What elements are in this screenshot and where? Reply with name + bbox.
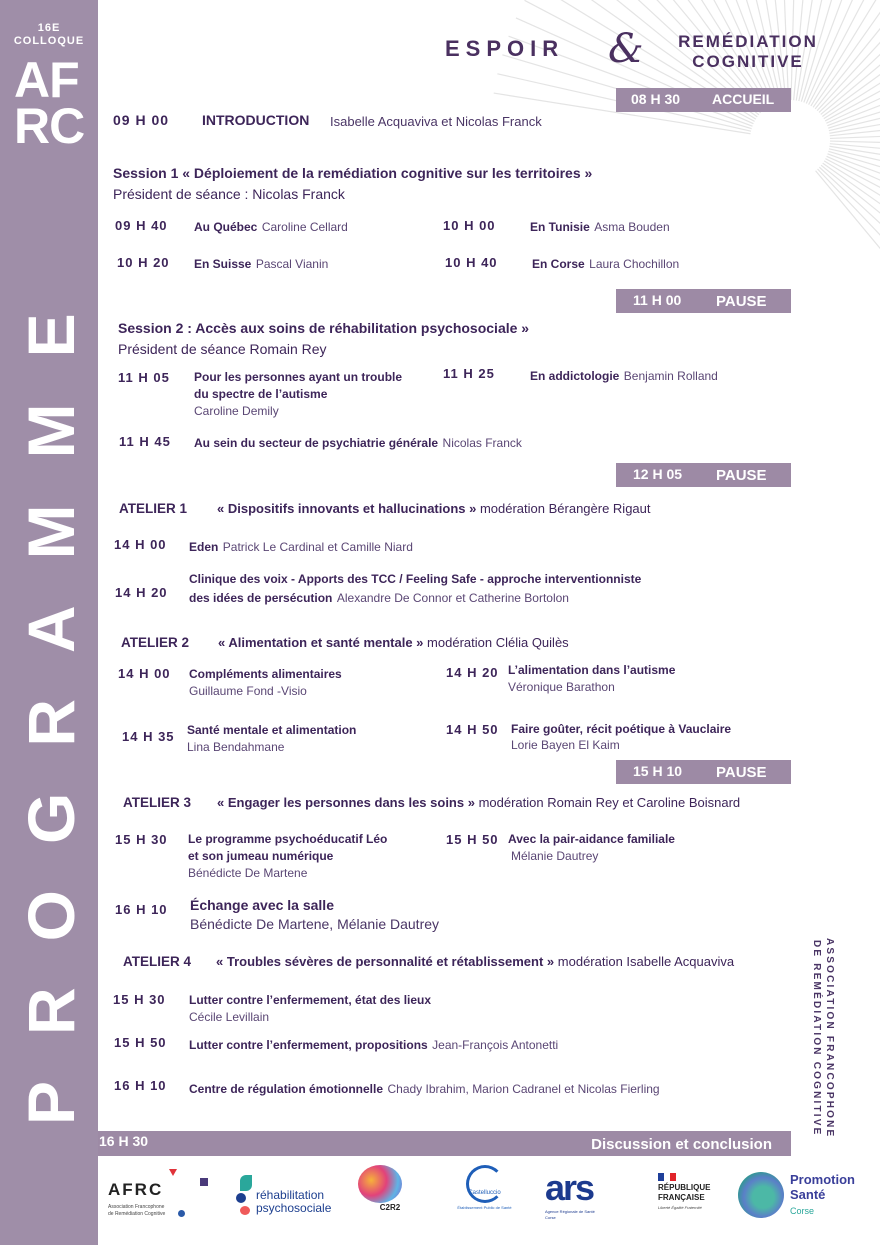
session1-president: Président de séance : Nicolas Franck: [113, 186, 345, 202]
item-time: 15 H 30: [115, 832, 168, 847]
item: [194, 434, 522, 452]
promotion-sante-text: Promotion Santé Corse: [790, 1171, 855, 1216]
intro-speaker: Isabelle Acquaviva et Nicolas Franck: [330, 114, 542, 129]
pause-label: PAUSE: [716, 293, 767, 310]
programme-vertical-title: PROGRAMME: [14, 267, 88, 1125]
item: [189, 589, 569, 607]
ars-logo-subtitle: Agence Régionale de Santé Corse: [545, 1208, 595, 1220]
colloque: COLLOQUE: [13, 35, 85, 47]
republique-francaise-text: RÉPUBLIQUE FRANÇAISE: [658, 1183, 711, 1202]
session2-president: Président de séance Romain Rey: [118, 341, 327, 357]
title-espoir: ESPOIR: [445, 36, 565, 61]
atelier2-heading: [218, 635, 569, 650]
pause-bar: [616, 760, 791, 784]
item-time: 14 H 20: [446, 665, 499, 680]
item: [530, 218, 670, 236]
title-ampersand: &: [608, 26, 644, 72]
item-speaker: Alexandre De Connor et Catherine Bortolon: [336, 591, 569, 605]
item-title: Échange avec la salle: [190, 897, 334, 913]
item-time: 11 H 05: [118, 370, 170, 385]
item-time: 16 H 10: [114, 1078, 167, 1093]
pause-bar: [616, 289, 791, 313]
item: [530, 367, 718, 385]
item-speaker: Caroline Cellard: [261, 220, 348, 234]
castelluccio-logo: [452, 1165, 517, 1225]
sunburst-ray: [824, 161, 880, 297]
association-vertical-text: [810, 938, 836, 1138]
atelier2-label: ATELIER 2: [121, 635, 190, 650]
item: [532, 255, 679, 273]
atelier-moderation: modération Isabelle Acquaviva: [557, 954, 735, 969]
item-time: 14 H 35: [122, 729, 175, 744]
atelier-theme: « Alimentation et santé mentale »: [218, 635, 424, 650]
ars-logo: [545, 1165, 633, 1225]
item-speaker: Bénédicte De Martene: [188, 866, 308, 880]
item-speaker: Chady Ibrahim, Marion Cadranel et Nicolas Fierling: [387, 1082, 660, 1096]
atelier-theme: « Troubles sévères de personnalité et rétablissement »: [216, 954, 555, 969]
accueil-time: 08 H 30: [631, 91, 681, 107]
item: [189, 538, 413, 556]
ars-logo-text: ars: [545, 1166, 594, 1208]
item-title: Eden: [189, 540, 219, 554]
item-time: 15 H 30: [113, 992, 166, 1007]
closing-label: Discussion et conclusion: [591, 1136, 772, 1153]
afrc-logo-text: AFRC: [108, 1180, 164, 1199]
atelier3-label: ATELIER 3: [123, 795, 192, 810]
c2r2-logo: [355, 1165, 405, 1225]
item-speaker: Laura Chochillon: [589, 257, 680, 271]
intro-title: INTRODUCTION: [202, 112, 310, 128]
item-speaker: Véronique Barathon: [508, 680, 615, 694]
item-time: 10 H 00: [443, 218, 496, 233]
promotion-sante-logo: [738, 1165, 855, 1225]
afrc-logo-subtitle: Association Francophone de Remédiation Cognitive: [108, 1204, 166, 1217]
item-title: et son jumeau numérique: [188, 849, 334, 863]
item-title: L’alimentation dans l’autisme: [508, 663, 676, 677]
item-title: Lutter contre l’enfermement, propositions: [189, 1038, 428, 1052]
closing-time: 16 H 30: [99, 1133, 149, 1149]
item-title: du spectre de l’autisme: [194, 387, 328, 401]
republique-francaise-logo: [658, 1165, 718, 1225]
castelluccio-logo-subtitle: Établissement Public de Santé: [457, 1205, 512, 1210]
item-time: 11 H 45: [119, 434, 171, 449]
item-speaker: Mélanie Dautrey: [511, 849, 599, 863]
item-time: 15 H 50: [114, 1035, 167, 1050]
item-speaker: Patrick Le Cardinal et Camille Niard: [222, 540, 413, 554]
title-remediation: REMÉDIATION: [678, 32, 818, 51]
intro-time: 09 H 00: [113, 112, 170, 128]
item-time: 14 H 00: [114, 537, 167, 552]
afrc-line2: RC: [14, 98, 85, 154]
item-title: Le programme psychoéducatif Léo: [188, 832, 388, 846]
item-time: 16 H 10: [115, 902, 168, 917]
pause-time: 12 H 05: [633, 466, 683, 482]
rehabilitation-logo-text: réhabilitation psychosociale: [256, 1188, 332, 1215]
closing-bar: [98, 1131, 791, 1156]
item-time: 09 H 40: [115, 218, 168, 233]
item-title: Clinique des voix - Apports des TCC / Feeling Safe - approche interventionniste: [189, 572, 642, 586]
castelluccio-logo-text: Castelluccio: [466, 1165, 504, 1203]
item-speaker: Caroline Demily: [194, 404, 279, 418]
item-speaker: Jean-François Antonetti: [432, 1038, 559, 1052]
item-time: 10 H 40: [445, 255, 498, 270]
item-title: Centre de régulation émotionnelle: [189, 1082, 384, 1096]
session2-title: Session 2 : Accès aux soins de réhabilitation psychosociale »: [118, 320, 530, 336]
item-speaker: Nicolas Franck: [442, 436, 522, 450]
sunburst-ray: [819, 167, 880, 343]
pause-label: PAUSE: [716, 764, 767, 781]
item: [194, 218, 348, 236]
item-speaker: Cécile Levillain: [189, 1010, 270, 1024]
item-title: Au Québec: [194, 220, 258, 234]
item: [189, 1080, 660, 1098]
item-title: En Corse: [532, 257, 585, 271]
item-time: 15 H 50: [446, 832, 499, 847]
c2r2-logo-text: C2R2: [379, 1203, 401, 1212]
atelier-theme: « Dispositifs innovants et hallucinations »: [217, 501, 477, 516]
item-time: 11 H 25: [443, 366, 495, 381]
item-speaker: Lina Bendahmane: [187, 740, 285, 754]
item: [194, 255, 328, 273]
item-speaker: Benjamin Rolland: [623, 369, 718, 383]
item-speaker: Lorie Bayen El Kaim: [511, 738, 620, 752]
item-title: Faire goûter, récit poétique à Vauclaire: [511, 722, 732, 736]
atelier-moderation: modération Bérangère Rigaut: [479, 501, 651, 516]
atelier3-heading: [217, 795, 740, 810]
sunburst-ray: [826, 14, 880, 123]
republique-francaise-motto: Liberté Égalité Fraternité: [658, 1205, 702, 1210]
atelier-theme: « Engager les personnes dans les soins »: [217, 795, 475, 810]
session1-title: Session 1 « Déploiement de la remédiation cognitive sur les territoires »: [113, 165, 593, 181]
item-title: Pour les personnes ayant un trouble: [194, 370, 403, 384]
atelier-moderation: modération Clélia Quilès: [427, 635, 569, 650]
item-time: 14 H 20: [115, 585, 168, 600]
rehabilitation-logo: [236, 1165, 331, 1225]
atelier-moderation: modération Romain Rey et Caroline Boisnard: [478, 795, 741, 810]
item: [189, 1036, 558, 1054]
item-time: 10 H 20: [117, 255, 170, 270]
pause-time: 15 H 10: [633, 763, 683, 779]
association-line2: DE REMÉDIATION COGNITIVE: [811, 939, 822, 1137]
item-title: En addictologie: [530, 369, 620, 383]
edition: 16E: [37, 22, 61, 34]
item-title: En Suisse: [194, 257, 252, 271]
item-title: Santé mentale et alimentation: [187, 723, 357, 737]
pause-bar: [616, 463, 791, 487]
association-line1: ASSOCIATION FRANCOPHONE: [824, 938, 835, 1139]
item-title: des idées de persécution: [189, 591, 333, 605]
atelier1-label: ATELIER 1: [119, 501, 188, 516]
atelier4-label: ATELIER 4: [123, 954, 192, 969]
item-title: Au sein du secteur de psychiatrie générale: [194, 436, 439, 450]
item-title: Avec la pair-aidance familiale: [508, 832, 675, 846]
accueil-label: ACCUEIL: [712, 91, 775, 107]
item-time: 14 H 00: [118, 666, 171, 681]
atelier4-heading: [216, 954, 734, 969]
afrc-logo: [108, 1165, 213, 1225]
accueil-bar: [616, 88, 791, 112]
item-title: Compléments alimentaires: [189, 667, 342, 681]
item-speaker: Pascal Vianin: [255, 257, 329, 271]
item-speaker: Guillaume Fond -Visio: [189, 684, 307, 698]
item-speaker: Bénédicte De Martene, Mélanie Dautrey: [190, 916, 440, 932]
item-speaker: Asma Bouden: [594, 220, 670, 234]
afrc-line1: AF: [14, 52, 79, 108]
sunburst-ray: [830, 146, 880, 187]
title-cognitive: COGNITIVE: [692, 52, 804, 71]
item-title: En Tunisie: [530, 220, 590, 234]
item-time: 14 H 50: [446, 722, 499, 737]
item-title: Lutter contre l’enfermement, état des lieux: [189, 993, 432, 1007]
pause-time: 11 H 00: [633, 292, 682, 308]
atelier1-heading: [217, 501, 651, 516]
pause-label: PAUSE: [716, 467, 767, 484]
